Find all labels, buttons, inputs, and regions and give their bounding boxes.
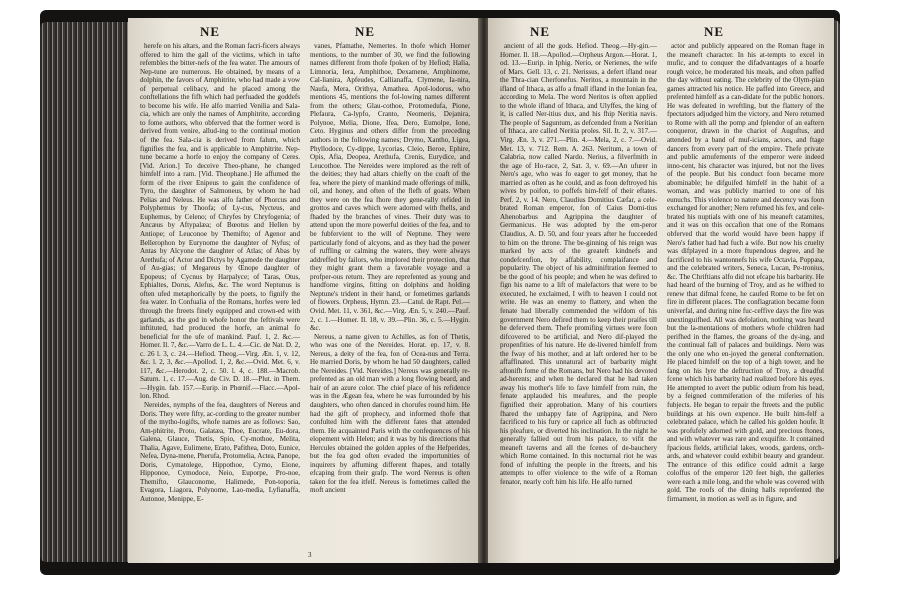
right-column-1 xyxy=(500,42,657,554)
right-column-2 xyxy=(667,42,824,554)
right-page-header xyxy=(500,24,824,42)
entry-nerio-nero: ancient of all the gods. Hefiod. Theog.—Hy-gin.—Homer. Il. 18.—Apollod.—Orpheus Argon.—Horat. 1, od. 13.—Eurip. in Iphig. Nerio, or Nerienes, the wife of Mars. Gell. 13, c. 21. Nerissus, a defert ifland near the Thra-cian Cherfonefus. Neritos, a mountain in the ifland of Ithaca, as alfo a fmall ifland in the Ionian fea, according to Mela. The word Neritos is often applied to the whole ifland of Ithaca, and Ulyffes, the king of it, is called Ner-itius dux, and his fhip Neritia navis. The people of Saguntum, as defcended from a Neritian of Ithaca, are called Neritia proles. Sil. It. 2, v. 317.—Virg. Æn. 3, v. 271.—Plin. 4.—Mela, 2, c. 7.—Ovid. Met. 13, v. 712. Rem. A. 263. Neritum, a town of Calabria, now called Nardo. Nerius, a filverfmith in the age of Ho-race, 2, Sat. 3, v. 69.—An ufurer in Nero's age, who was fo eager to get money, that he married as often as he could, and as foon deftroyed his wives by poifon, to poffefs him-felf of their eftates. Perf. 2, v. 14. Nero, Claudius Domitius Cæfar, a cele-brated Roman emperor, fon of Caius Domi-tius Ahenobarbus and Agrippina the daughter of Germanicus. He was adopted by the em-peror Claudius, A. D. 50, and four years after he fucceeded to him on the throne. The be-ginning of his reign was marked by acts of the greateft kindnefs and condefcenfion, by affability, complaifance and popularity. The object of his adminiftration feemed to be the good of his people; and when he was defired to fign his name to a lift of malefactors that were to be executed, he exclaimed, I wifh to heaven I could not write. He was an enemy to flattery, and when the fenate had liberally commended the wifdom of his government Nero defired them to keep their praifes till he deferved them. Thefe promifing virtues were foon difcovered to be artificial, and Nero dif-played the propenfities of his nature. He de-livered himfelf from the fway of his mother, and at laft ordered her to be affaffinated. This unnatural act of barbarity might aftonifh fome of the Romans, but Nero had his devoted ad-herents; and when he declared that he had taken away his mother's life to fave himfelf from ruin, the fenate applauded his meafures, and the people fignified their approbation. Many of his courtiers fhared the unhappy fate of Agrippina, and Nero facrificed to his fury or caprice all fuch as obftructed his pleafure, or diverted his inclination. In the night he generally fallied out from his palace, to vifit the meaneft taverns and all the fcenes of de-bauchery which Rome contained. In this nocturnal riot he was fond of infulting the people in the ftreets, and his attempts to offer violence to the wife of a Roman fenator, nearly coft him his life. He alfo turned xyxy=(500,42,657,486)
left-page xyxy=(128,18,480,563)
right-page-columns xyxy=(500,42,824,554)
right-page xyxy=(488,18,834,563)
right-header-right: NE xyxy=(703,24,724,39)
left-header-left: NE xyxy=(200,24,221,39)
right-header-left: NE xyxy=(530,24,551,39)
left-page-columns xyxy=(140,42,470,554)
entry-nereides: Nereides, nymphs of the fea, daughters of Nereus and Doris. They were fifty, ac-cording to the greater number of the mytho-logifts, whofe names are as follows: Sao, Am-phitrite, Proto, Galatæa, Thoe, Eucrate, Eu-dora, Galena, Glauce, Thetis, Spio, Cy-mothoe, Melita, Thalia, Agave, Eulimene, Erato, Pafithea, Doto, Eunice, Nefea, Dyna-mene, Pherufa, Protomelia, Actea, Panope, Doris, Cymatolege, Hippothoe, Cymo, Eione, Hipponoe, Cymodoce, Neio, Euporpe, Pro-noe, Themifto, Glauconome, Halimede, Pon-toporia, Evagora, Liagora, Polynome, Lao-media, Lyfianaffa, Autonoe, Menippe, E- xyxy=(140,400,300,503)
left-page-header xyxy=(140,24,470,42)
left-page-stack xyxy=(40,22,135,562)
left-column-1 xyxy=(140,42,300,554)
entry-nereides-cont: vanes, Pfamathe, Nemertes. In thofe which Homer mentions, to the number of 30, we find the following names different from thofe fpoken of by Hefiod; Halia, Limnoria, Iera, Amphithoe, Dexamene, Amphinome, Cal-lianira, Apfeudes, Callianaffa, Clymene, Ia-nira, Naufa, Mera, Orithya, Amathea. Apol-lodorus, who mentions 45, mentions the fol-lowing names different from the others; Glau-cothoe, Protomedufa, Pione, Plefaura, Ca-lypfo, Cranto, Neomeris, Dejanira, Polynoe, Melia, Dione, Ifea, Dero, Eumolpe, Ione, Ceto. Hyginus and others differ from the preceding authors in the following names; Drymo, Xantho, Ligea, Phyllodoce, Cy-dippe, Lycorias, Cleio, Beroe, Ephire, Opis, Afia, Deopea, Arethufa, Crenis, Eurydice, and Leucothoe. The Nereides were implored as the reft of the deities; they had altars chiefly on the coaft of the fea, where the piety of mankind made offerings of milk, oil, and honey, and often of the flefh of goats. When they were on the fea fhore they gene-rally refided in grottos and caves which were adorned with fhells, and fhaded by the branches of vines. Their duty was to attend upon the more powerful deities of the fea, and to be fubfervient to the will of Neptune. They were particularly fond of alcyons, and as they had the power of ruffling or calming the waters, they were always addreffed by failors, who implored their protection, that they might grant them a favorable voyage and a profper-ous return. They are reprefented as young and handfome virgins, fitting on dolphins and holding Neptune's trident in their hand, or fometimes garlands of flowers. Orpheus, Hymn. 23.—Catul. de Rapt. Pel.—Ovid. Met. 11, v. 361, &c.—Virg. Æn. 5, v. 240.—Pauf. 2, c. 1.—Homer. Il. 18, v. 39.—Plin. 36, c. 5.—Hygin. &c. xyxy=(310,42,470,333)
left-column-2 xyxy=(310,42,470,554)
entry-nereus: Nereus, a name given to Achilles, as fon of Thetis, who was one of the Nereides. Horat. ep. 17, v. 8. Nereus, a deity of the fea, fon of Ocea-nus and Terra. He married Doris, by whom he had 50 daughters, called the Nereides. [Vid. Nereides.] Nereus was generally re-prefented as an old man with a long flowing beard, and hair of an azure color. The chief place of his refidence was in the Ægean fea, where he was furrounded by his daughters, who often danced in chorufes round him. He had the gift of prophecy, and informed thofe that confulted him with the different fates that attended them. He acquainted Paris with the confequences of his elopement with Helen; and it was by his directions that Hercules obtained the golden apples of the Hefperides, but the fea god often evaded the importunities of inquirers by affuming different fhapes, and totally efcaping from their grafp. The word Nereus is often taken for the fea itfelf. Nereus is fometimes called the moft ancient xyxy=(310,332,470,495)
left-header-right: NE xyxy=(354,24,375,39)
book xyxy=(40,10,840,575)
page-number: 3 xyxy=(308,551,312,559)
entry-nero-cont: actor and publicly appeared on the Roman ftage in the meaneft character. In his at-tempts to excel in mufic, and to conquer the difadvantages of a hoarfe rough voice, he moderated his meals, and often paffed the day without eating. The celebrity of the Olym-pian games attracted his notice. He paffed into Greece, and prefented himfelf as a can-didate for the public honors. He was defeated in wreftling, but the flattery of the fpectators adjudged him the victory, and Nero returned to Rome with all the pomp and fplendor of an eaftern conqueror, drawn in the chariot of Auguftus, and attended by a band of muf-icians, actors, and ftage dancers from every part of the empire. Thefe private and public amufements of the emperor were indeed inno-cent, his character was injured, but not the lives of the people. But his conduct foon became more abominable; he difguifed himfelf in the habit of a woman, and was publicly married to one of his eunuchs. This violence to nature and decency was foon exchanged for another; Nero refumed his fex, and cele-brated his nuptials with one of his meaneft catamites, and it was on this occafion that one of the Romans obferved that the world would have been happy if Nero's father had had fuch a wife. But now his cruelty was difplayed in a more ftupendous degree, and he facrificed to his wantonnefs his wife Octavia, Poppæa, and the celebrated writers, Seneca, Lucan, Pe-tronius, &c. The Chriftians alfo did not efcape his barbarity. He had heard of the burning of Troy, and as he wifhed to renew that difmal fcene, he caufed Rome to be fet on fire in different places. The conflagration became foon univerfal, and during nine fuc-ceffive days the fire was unextinguifhed. All was defolation, nothing was heard but the la-mentations of mothers whofe children had perifhed in the flames, the groans of the dy-ing, and the continual fall of palaces and buildings. Nero was the only one who en-joyed the general confternation. He placed himfelf on the top of a high tower, and he fang on his lyre the deftruction of Troy, a dreadful fcene which his barbarity had realized before his eyes. He attempted to avert the public odium from his head, by a feigned commiferation of the miferies of his fubjects. He began to repair the ftreets and the public buildings at his own expence. He built him-felf a celebrated palace, which he called his golden houfe. It was profufely adorned with gold, and precious ftones, and with whatever was rare and exquifite. It contained fpacious fields, artificial lakes, woods, gardens, orch-ards, and whatever could exhibit beauty and grandeur. The entrance of this edifice could admit a large coloffus of the emperor 120 feet high, the galleries were each a mile long, and the whole was covered with gold. The roofs of the dining halls reprefented the firmament, in motion as well as in figure, and xyxy=(667,42,824,503)
entry-neptunus: herefe on his altars, and the Roman facri-ficers always offered to him the gall of the victims, which in tafte refembles the bitter-nefs of the fea water. The amours of Nep-tune are numerous. He obtained, by means of a dolphin, the favors of Amphitrite, who had made a vow of perpetual celibacy, and he placed among the conftellations the fifh which had perfuaded the goddefs to become his wife. He alfo married Venilia and Sala-cia, which are only the names of Amphitrite, according to fome authors, who obferved that the former word is derived from venire, allud-ing to the continual motion of the fea. Sala-cia is derived from falum, which fignifies the fea, and is applicable to Amphitrite. Nep-tune became a horfe to enjoy the company of Ceres. [Vid. Arion.] To deceive Theo-phane, he changed himfelf into a ram. [Vid. Theophane.] He affumed the form of the river Enipeus to gain the confidence of Tyro, the daughter of Salmoneus, by whom he had Pelias and Neleus. He was alfo father of Phorcus and Polyphemus by Thoofa; of Ly-cus, Nycteus, and Euphemus, by Celeno; of Chryfes by Chryfogenia; of Ancæus by Aftypalæa; of Bœotus and Hellen by Antiope; of Leuconoe by Themifto; of Agenor and Bellerophon by Eurynome the daughter of Nyfus; of Antas by Alcyone the daughter of Atlas; of Abas by Arethufa; of Actor and Dictys by Agamede the daughter of Au-gias; of Megareus by Œnope daughter of Epopeus; of Cycnus by Harpalyce; of Taras, Otus, Ephialtes, Dorus, Alefus, &c. The word Neptunus is often ufed metaphorically by the poets, to fignify the fea water. In Confualia of the Romans, horfes were led through the ftreets finely equipped and crown-ed with garlands, as the god in whofe honor the feftivals were inftituted, had produced the horfe, an animal fo beneficial for the ufe of mankind. Pauf. 1, 2. &c.—Homer. Il. 7, &c.—Varro de L. L. 4.—Cic. de Nat. D. 2, c. 26 l. 3, c. 24.—Hefiod. Theog.—Virg. Æn. 1, v. 12, &c. l. 2, 3, &c.—Apollod. 1, 2, &c.—Ovid. Met. 6, v. 117, &c.—Herodot. 2, c. 50. l. 4, c. 188.—Macrob. Saturn. 1, c. 17.—Aug. de Civ. D. 18.—Plut. in Them.—Hygin. fab. 157.—Eurip. in Phœnif.—Flacc.—Apol-lon. Rhod. xyxy=(140,42,300,401)
